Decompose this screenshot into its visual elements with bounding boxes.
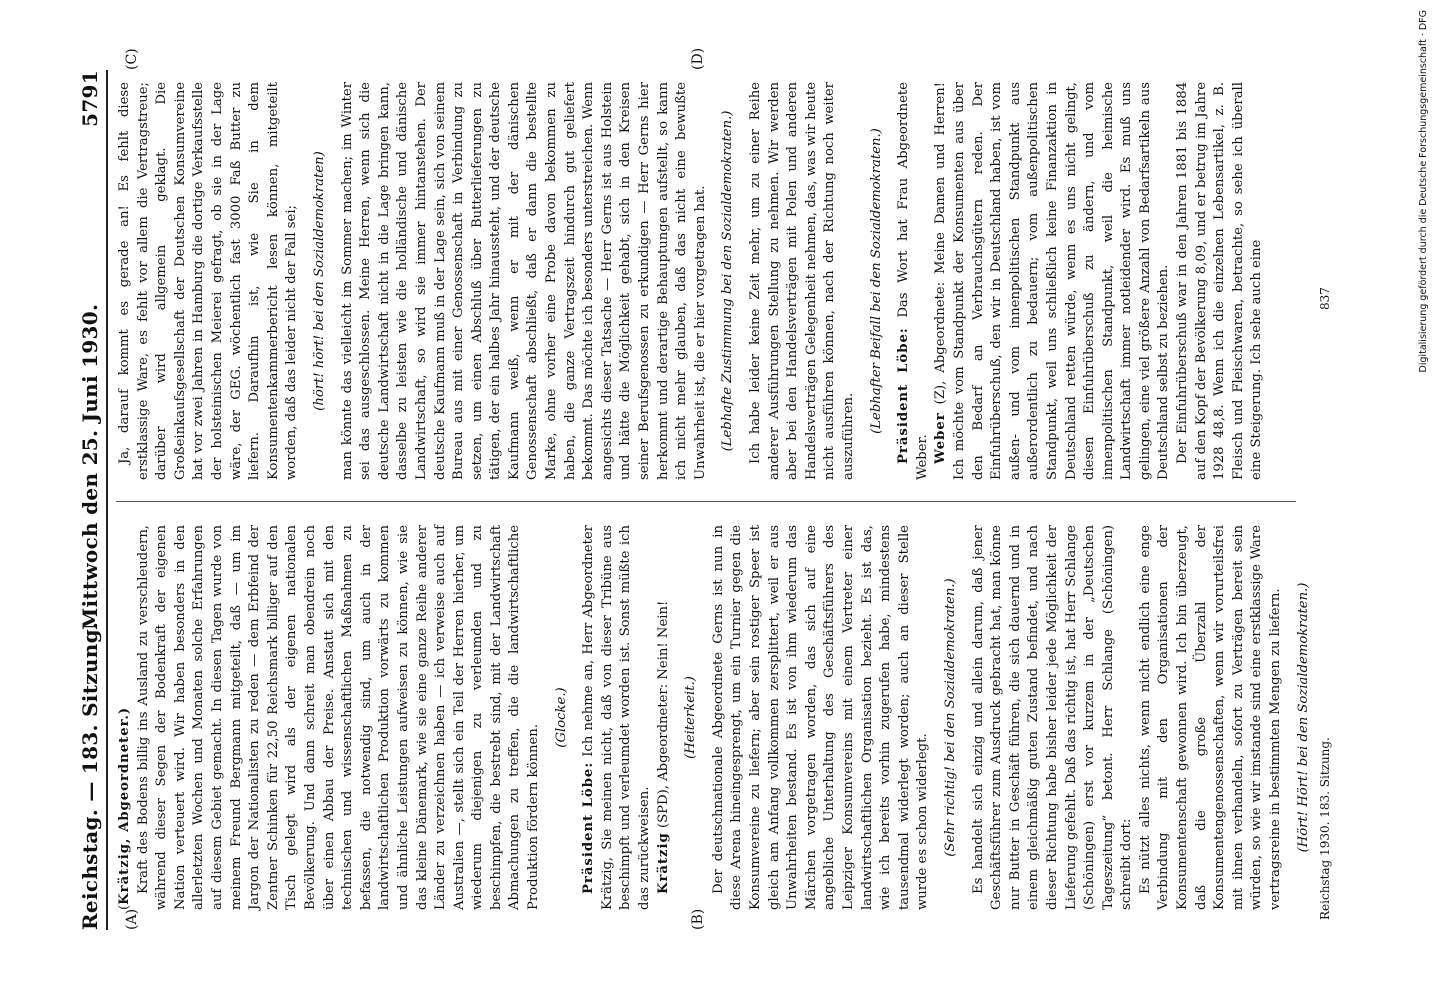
paragraph-text: Das Wort hat Frau Abgeordnete Weber. [896, 82, 930, 480]
speaker-name: Präsident Löbe: [581, 761, 597, 894]
margin-letter-c: (C) [124, 48, 140, 70]
paragraph: Der Einfuhrüberschuß war in den Jahren 1881 bis 1884 auf den Kopf der Bevölkerung 8,09, und er betrug im Jahre 1928 48,8. Wenn ich die einzelnen Lebensartikel, z. B. Fleisch und Fleischwaren, betrachte, so sehe ich überall eine Steigerung. Ich sehe auch eine [1175, 82, 1265, 480]
paragraph-text: (Z), Abgeordnete: Meine Damen und Herren! Ich möchte vom Standpunkt der Konsumenten aus über den Bedarf an Verbrauchsgütern reden. Der Einfuhrüberschuß, den wir in Deutschland haben, ist vom außen- und vom innenpolitischen Standpunkt aus außerordentlich zu bedauern; vom außenpolitischen Standpunkt, weil uns schließlich keine Finanzaktion in Deutschland retten würde, wenn es uns nicht gelingt, diesen Einfuhrüberschuß zu ändern, und vom innenpolitischen Standpunkt, weil die heimische Landwirtschaft immer notleidender wird. Es muß uns gelingen, eine viel größere Anzahl von Bedarfsartikeln aus Deutschland selbst zu beziehen. [933, 82, 1172, 480]
paragraph: Ich habe leider keine Zeit mehr, um zu einer Reihe anderer Ausführungen Stellung zu nehmen. Wir werden aber bei den Handelsverträgen mit Polen und anderen Handelsverträgen Gelegenheit nehmen, das, was wir heute nicht ausführen können, nach der Richtung noch weiter auszuführen. [748, 82, 856, 480]
page-number: 5791 [78, 70, 102, 127]
margin-letter-b: (B) [690, 908, 706, 930]
speaker-name: Präsident Löbe: [896, 327, 912, 464]
stage-direction: (Heiterkeit.) [683, 676, 699, 759]
paragraph [580, 525, 654, 910]
stage-direction: (Hört! Hört! bei den Sozialdemokraten.) [1295, 582, 1311, 853]
stage-direction: (Sehr richtig! bei den Sozialdemokraten.) [942, 578, 958, 857]
paragraph: man könnte das vielleicht im Sommer machen; im Winter sei das ausgeschlossen. Meine Herren, wenn sich die deutsche Landwirtschaft nicht in die Lage bringen kann, dasselbe zu leisten wie die holländische und dänische Landwirtschaft, so wird sie immer hintanstehen. Der deutsche Kaufmann muß in der Lage sein, sich von seinem Bureau aus mit einer Genossenschaft in Verbindung zu setzen, um einen Abschluß über Butterlieferungen zu tätigen, der ein halbes Jahr hinaussteht, und der deutsche Kaufmann weiß, wenn er mit der dänischen Genossenschaft abschließt, daß er dann die bestellte Marke, ohne vorher eine Probe davon bekommen zu haben, die ganze Vertragszeit hindurch gut geliefert bekommt. Das möchte ich besonders unterstreichen. Wenn angesichts dieser Tatsache — Herr Gerns ist aus Holstein und hätte die Möglichkeit gehabt, sich in den Kreisen seiner Berufsgenossen zu erkundigen — Herr Gerns hier herkommt und derartige Behauptungen aufstellt, so kann ich nicht mehr glauben, daß das nicht eine bewußte Unwahrheit ist, die er hier vorgetragen hat. [339, 82, 708, 480]
left-column [116, 525, 1322, 910]
stage-direction: (Lebhafter Beifall bei den Sozialdemokraten.) [868, 128, 884, 434]
speaker-name: Krätzig, Abgeordneter.) [117, 706, 132, 905]
paragraph [932, 82, 1174, 480]
margin-letter-d: (D) [690, 47, 706, 70]
continuation-speaker: (Krätzig, Abgeordneter.) [117, 706, 132, 910]
page-footer: Reichstag 1930. 183. Sitzung. [1318, 737, 1332, 920]
right-column [116, 82, 1267, 480]
column-divider [116, 501, 1296, 502]
page-header [78, 70, 106, 930]
digitization-credit [1418, 10, 1432, 990]
stage-direction: (Lebhafte Zustimmung bei den Sozialdemokraten.) [720, 110, 736, 452]
speaker-name: Weber [933, 412, 949, 464]
paragraph [655, 525, 674, 910]
paragraph-text: Ich nehme an, Herr Abgeordneter Krätzig, Sie meinen nicht, daß von dieser Tribüne aus beschimpft und verleumdet worden ist. Sonst müßte ich das zurückweisen. [581, 525, 653, 910]
credit-text: Digitalisierung gefördert durch die Deutsche Forschungsgemeinschaft · DFG [1418, 10, 1429, 373]
margin-letter-a: (A) [124, 908, 140, 930]
header-rule [106, 70, 108, 930]
header-date: Mittwoch den 25. Juni 1930. [78, 303, 102, 630]
paragraph: Es handelt sich einzig und allein darum, daß jener Geschäftsführer zum Ausdruck gebracht hat, man könne nur Butter in Geschäft führen, die sich dauernd und in einem gleichmäßig guten Zustand befindet, und nach dieser Richtung habe bisher leider jede Möglichkeit der Lieferung gefehlt. Daß das richtig ist, hat Herr Schlange (Schöningen) erst vor kurzem in der „Deutschen Tageszeitung“ betont. Herr Schlange (Schöningen) schreibt dort: [970, 525, 1135, 910]
stage-direction: (Glocke.) [553, 687, 569, 748]
paragraph-text: (SPD), Abgeordneter: Nein! Nein! [655, 600, 671, 829]
quotation: Es nützt alles nichts, wenn nicht endlich eine enge Verbindung mit den Organisationen der Konsumentenschaft gewonnen wird. Ich bin überzeugt, daß die große Überzahl der Konsumentengenossenschaften, wenn wir vorurteilsfrei mit ihnen verhandeln, sofort zu Verträgen bereit sein würden, so wie wir imstande sind eine erstklassige Ware vertragsreine in bestimmten Mengen zu liefern. [1137, 525, 1284, 910]
stage-direction: (hört! hört! bei den Sozialdemokraten) [311, 151, 327, 411]
paragraph: Ja, darauf kommt es gerade an! Es fehlt diese erstklassige Ware, es fehlt vor allem die Vertragstreue; darüber wird allgemein geklagt. Die Großeinkaufsgesellschaft der Deutschen Konsumvereine hat vor zwei Jahren in Hamburg die dortige Verkaufsstelle der holsteinischen Meierei gefragt, ob sie in der Lage wäre, der GEG. wöchentlich fast 3000 Faß Butter zu liefern. Daraufhin ist, wie Sie in dem Konsumentenkammerbericht lesen können, mitgeteilt worden, daß das leider nicht der Fall sei; [117, 82, 300, 480]
paragraph: Der deutschnationale Abgeordnete Gerns ist nun in diese Arena hineingesprengt, um ein Turnier gegen die Konsumvereine zu liefern; aber sein rostiger Speer ist gleich am Anfang vollkommen zersplittert, weil er aus Unwahrheiten bestand. Es ist von ihm wiederum das Märchen vorgetragen worden, das sich auf eine angebliche Unterhaltung des Geschäftsführers des Leipziger Konsumvereins mit einem Vertreter einer landwirtschaftlichen Organisation bezieht. Es ist das, wie ich bereits vorhin zugerufen habe, mindestens tausendmal widerlegt worden; auch an dieser Stelle wurde es schon widerlegt. [710, 525, 931, 910]
signature-number: 837 [1318, 287, 1332, 310]
paragraph [895, 82, 932, 480]
speaker-name: Krätzig [655, 832, 671, 894]
paragraph: Kraft des Bodens billig ins Ausland zu verschleudern, während dieser Segen der Bodenkraft der eigenen Nation verteuert wird. Wir haben besonders in den allerletzten Wochen und Monaten solche Erfahrungen auf diesem Gebiet gemacht. In diesen Tagen wurde von meinem Freund Bergmann mitgeteilt, daß — um im Jargon der Nationalisten zu reden — dem Erbfeind der Zentner Schinken für 22,50 Reichsmark billiger auf den Tisch gelegt wird als der eigenen nationalen Bevölkerung. Und dann schreit man obendrein noch über einen Abbau der Preise. Anstatt sich mit den technischen und wissenschaftlichen Maßnahmen zu befassen, die notwendig sind, um auch in der landwirtschaftlichen Produktion vorwärts zu kommen und ähnliche Leistungen aufweisen zu können, wie sie das kleine Dänemark, wie sie eine ganze Reihe anderer Länder zu verzeichnen haben — ich verweise auch auf Australien —, stellt sich ein Teil der Herren hierher, um wiederum diejenigen zu verleumden und zu beschimpfen, die bestrebt sind, mit der Landwirtschaft Abmachungen zu treffen, die die landwirtschaftliche Produktion fördern können. [135, 525, 542, 910]
header-session: Reichstag. — 183. Sitzung. [78, 621, 102, 930]
